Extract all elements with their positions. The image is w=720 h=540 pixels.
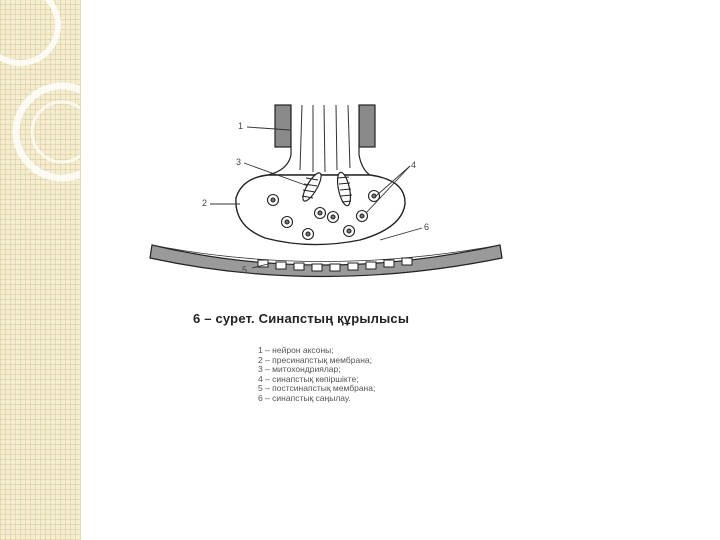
synapse-diagram: [140, 100, 520, 285]
legend-item: 1 – нейрон аксоны;: [258, 345, 334, 355]
legend-item: 6 – синапстық саңылау.: [258, 392, 351, 403]
legend-item: 3 – митохондриялар;: [258, 364, 341, 375]
axon-sheath-right: [359, 105, 375, 147]
figure-legend: [258, 346, 375, 404]
label-1: 1: [238, 121, 244, 131]
label-2: 2: [202, 198, 208, 208]
decorative-side-strip: [0, 0, 81, 540]
postsynaptic-membrane: [150, 245, 502, 277]
label-4: 4: [411, 160, 417, 170]
legend-item: 4 – синапстық көпіршікте;: [258, 373, 359, 384]
label-3: 3: [236, 157, 242, 167]
label-5: 5: [242, 265, 248, 275]
axon-sheath-left: [275, 105, 291, 147]
figure-caption: 6 – сурет. Синапстың құрылысы: [193, 311, 410, 326]
legend-item: 5 – постсинапстық мембрана;: [258, 383, 376, 394]
decorative-swirl-graphic: [0, 0, 80, 540]
label-6: 6: [424, 222, 430, 232]
legend-item: 2 – пресинапстық мембрана;: [258, 354, 373, 365]
